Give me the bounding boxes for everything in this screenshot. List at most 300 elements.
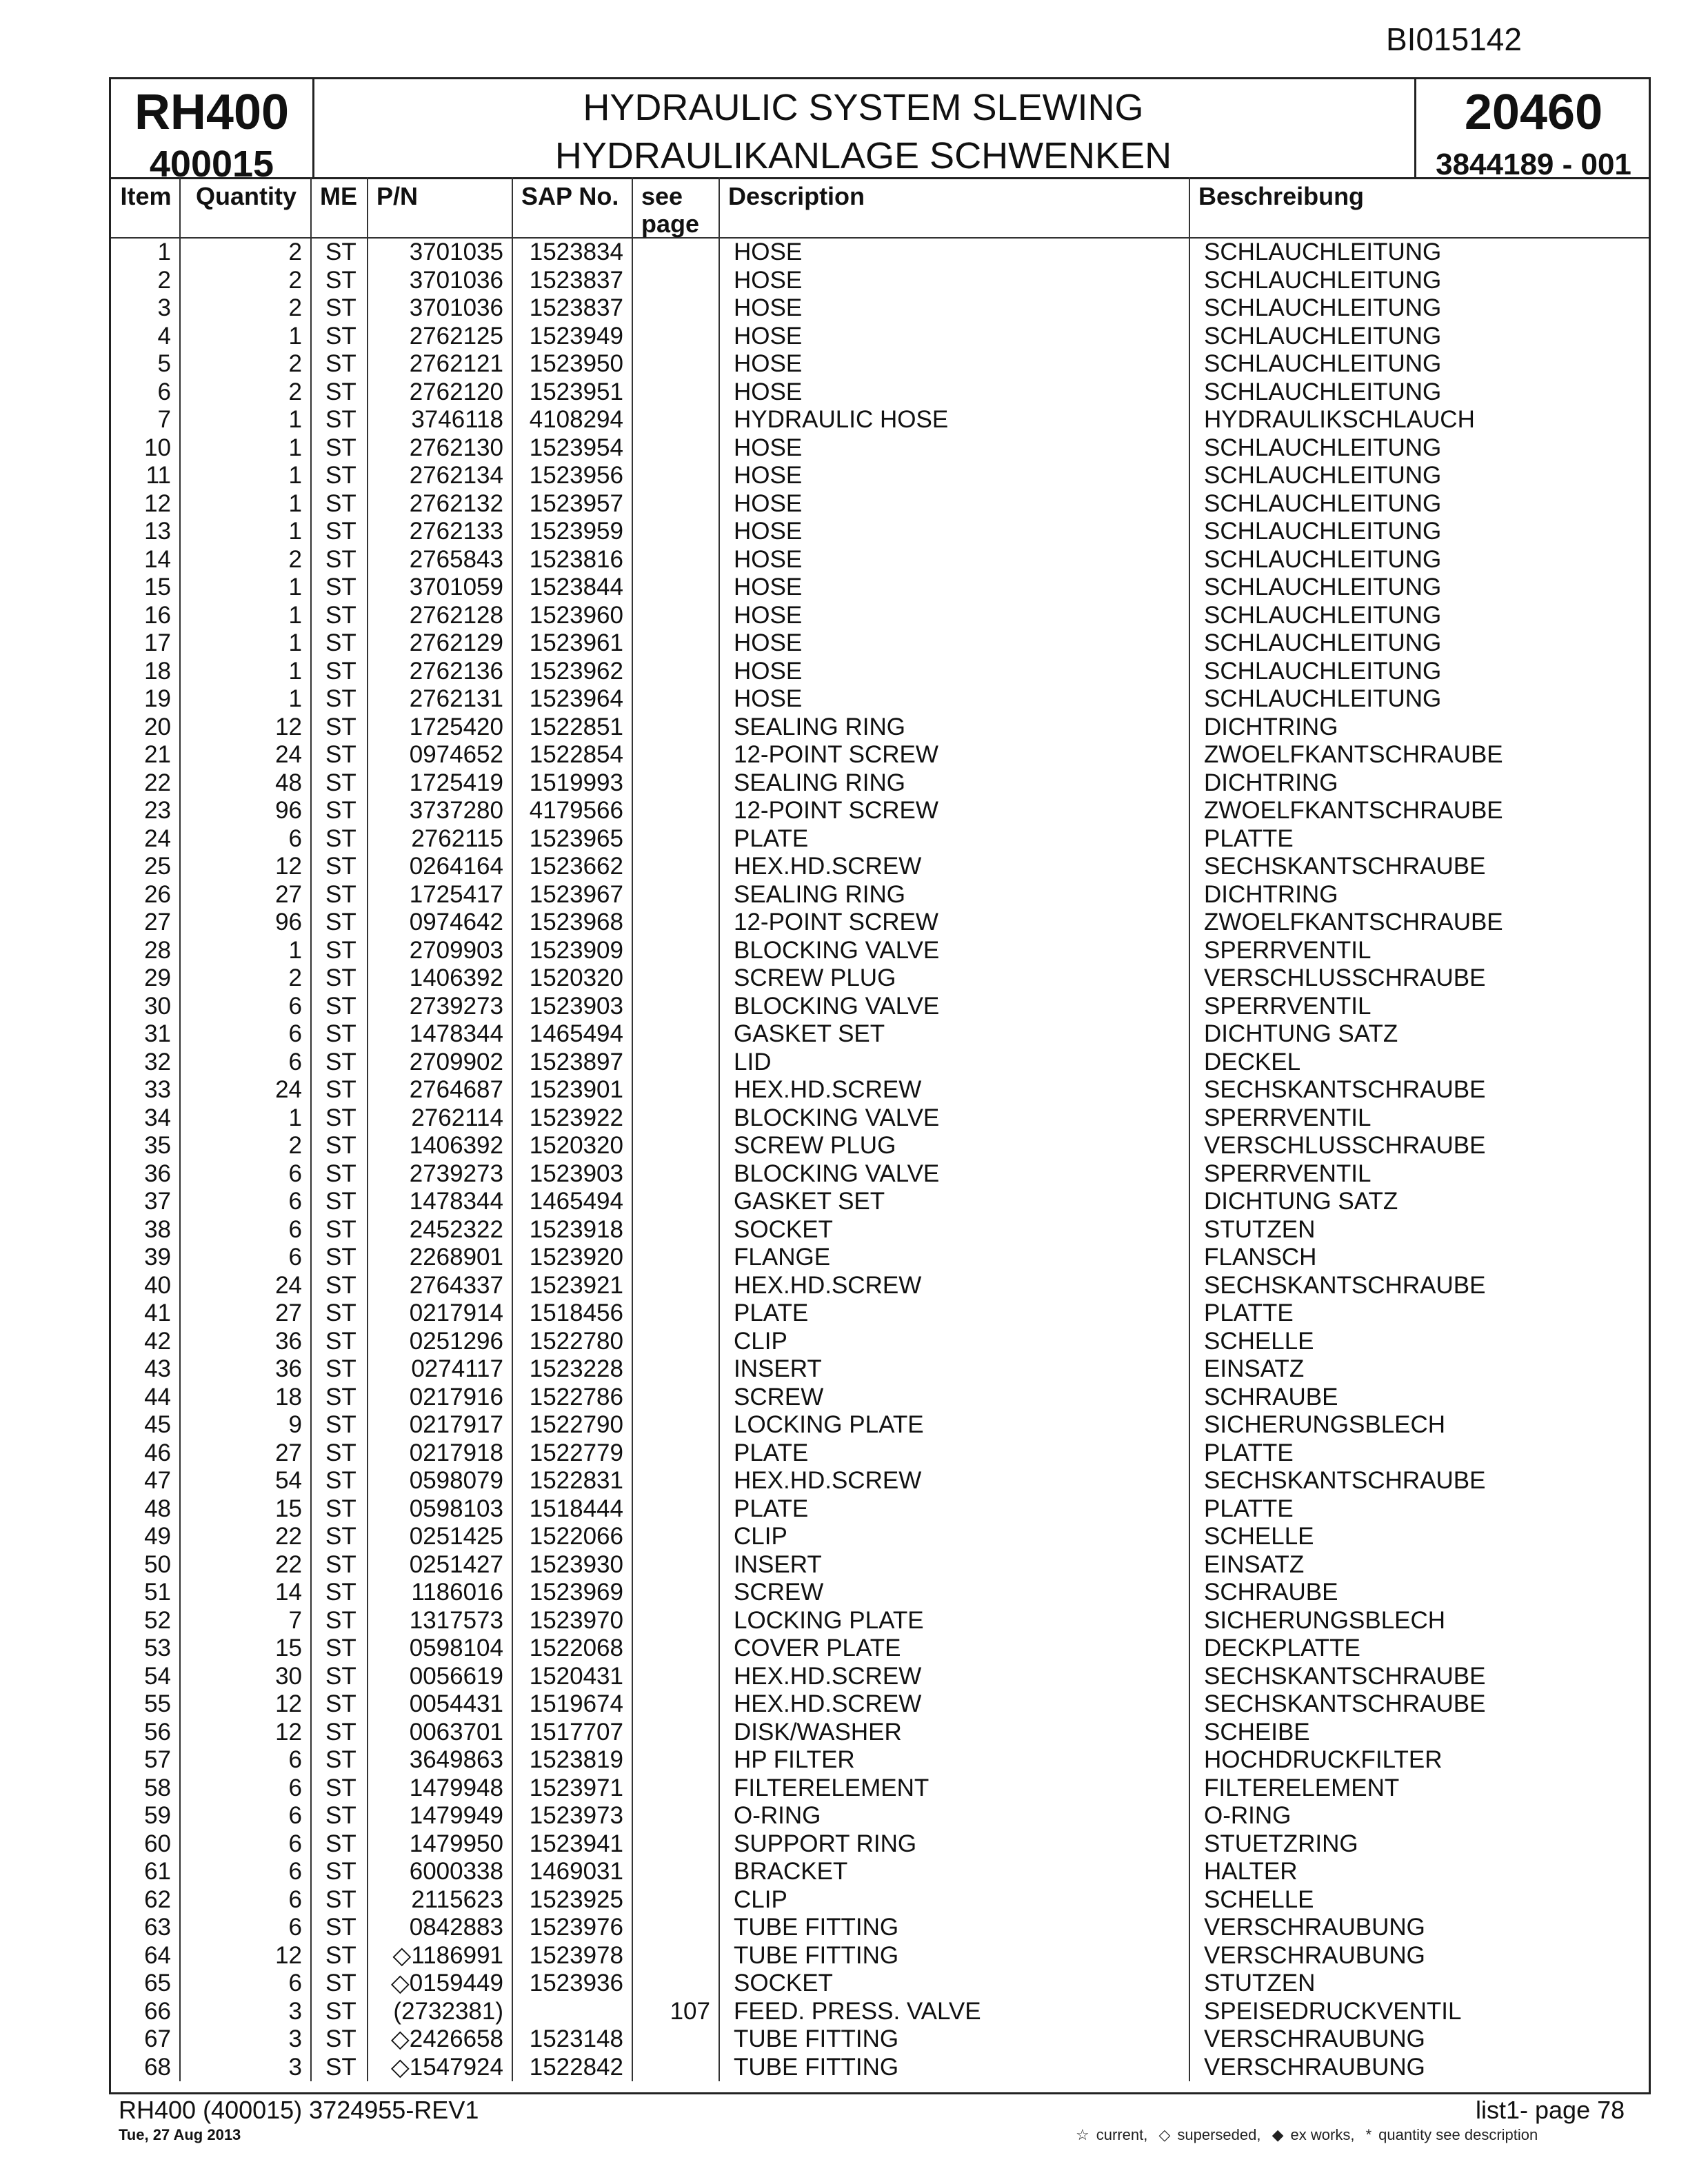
cell-pn: 0598079 <box>368 1467 512 1495</box>
cell-description: HOSE <box>719 685 1189 714</box>
cell-item: 37 <box>111 1188 180 1216</box>
cell-pn: 2764687 <box>368 1076 512 1104</box>
cell-quantity: 7 <box>180 1607 311 1635</box>
cell-me: ST <box>311 1775 368 1803</box>
cell-quantity: 2 <box>180 267 311 295</box>
cell-me: ST <box>311 1942 368 1970</box>
cell-item: 16 <box>111 602 180 630</box>
cell-beschreibung: SCHELLE <box>1204 1523 1314 1550</box>
cell-pn: 3701035 <box>368 238 512 267</box>
cell-beschreibung: SICHERUNGSBLECH <box>1204 1411 1446 1439</box>
col-header-item: Item <box>111 177 180 238</box>
cell-me: ST <box>311 629 368 658</box>
cell-see-page <box>632 881 719 909</box>
cell-see-page <box>632 546 719 574</box>
cell-pn: 1478344 <box>368 1188 512 1216</box>
cell-description: HOSE <box>719 602 1189 630</box>
cell-description: PLATE <box>719 1300 1189 1328</box>
cell-item: 42 <box>111 1328 180 1356</box>
cell-quantity: 24 <box>180 1076 311 1104</box>
cell-sap: 1522842 <box>512 2054 632 2082</box>
cell-pn: 1725420 <box>368 714 512 742</box>
cell-beschreibung: VERSCHRAUBUNG <box>1204 1914 1425 1941</box>
table-row <box>111 1384 1649 1412</box>
cell-pn: 0217914 <box>368 1300 512 1328</box>
cell-description: HEX.HD.SCREW <box>719 1076 1189 1104</box>
cell-me: ST <box>311 323 368 351</box>
cell-pn: 3701036 <box>368 294 512 323</box>
table-row <box>111 378 1649 407</box>
cell-item: 31 <box>111 1020 180 1049</box>
cell-description: HOSE <box>719 546 1189 574</box>
star-icon: ☆ <box>1076 2126 1089 2143</box>
cell-sap: 1523922 <box>512 1104 632 1133</box>
cell-see-page <box>632 1160 719 1189</box>
cell-item: 21 <box>111 741 180 769</box>
cell-description: PLATE <box>719 1495 1189 1524</box>
cell-item: 24 <box>111 825 180 853</box>
cell-pn: 0974642 <box>368 909 512 937</box>
cell-quantity: 12 <box>180 1719 311 1747</box>
table-row <box>111 518 1649 546</box>
cell-beschreibung: VERSCHLUSSCHRAUBE <box>1204 964 1486 992</box>
cell-beschreibung: SPERRVENTIL <box>1204 1104 1372 1131</box>
cell-beschreibung: PLATTE <box>1204 1495 1294 1522</box>
cell-description: HP FILTER <box>719 1746 1189 1775</box>
cell-beschreibung: STUTZEN <box>1204 1970 1316 1997</box>
header-title-box <box>312 79 1414 177</box>
cell-see-page <box>632 1272 719 1300</box>
cell-beschreibung: EINSATZ <box>1204 1550 1305 1578</box>
cell-quantity: 1 <box>180 658 311 686</box>
cell-sap: 1523959 <box>512 518 632 546</box>
cell-me: ST <box>311 741 368 769</box>
cell-pn: 2709902 <box>368 1049 512 1077</box>
cell-description: BLOCKING VALVE <box>719 993 1189 1021</box>
cell-quantity: 1 <box>180 685 311 714</box>
cell-item: 66 <box>111 1998 180 2026</box>
cell-sap: 1523909 <box>512 937 632 965</box>
legend-quantity-label: quantity see description <box>1378 2126 1538 2143</box>
cell-item: 51 <box>111 1579 180 1607</box>
cell-pn: 2762129 <box>368 629 512 658</box>
cell-item: 14 <box>111 546 180 574</box>
cell-pn: 1725417 <box>368 881 512 909</box>
cell-quantity: 36 <box>180 1355 311 1384</box>
cell-sap: 4108294 <box>512 406 632 434</box>
cell-see-page <box>632 937 719 965</box>
cell-see-page <box>632 1914 719 1942</box>
cell-me: ST <box>311 658 368 686</box>
cell-see-page <box>632 1244 719 1272</box>
cell-see-page <box>632 1775 719 1803</box>
cell-description: SCREW PLUG <box>719 1132 1189 1160</box>
cell-description: INSERT <box>719 1355 1189 1384</box>
cell-pn: 2762115 <box>368 825 512 853</box>
cell-me: ST <box>311 909 368 937</box>
table-row <box>111 853 1649 881</box>
cell-beschreibung: DECKPLATTE <box>1204 1635 1360 1662</box>
cell-quantity: 1 <box>180 629 311 658</box>
table-row <box>111 1104 1649 1133</box>
cell-me: ST <box>311 1216 368 1244</box>
cell-sap: 1523897 <box>512 1049 632 1077</box>
cell-see-page <box>632 1495 719 1524</box>
cell-see-page <box>632 1132 719 1160</box>
cell-pn: 0054431 <box>368 1690 512 1719</box>
cell-quantity: 1 <box>180 937 311 965</box>
cell-beschreibung: SPERRVENTIL <box>1204 992 1372 1020</box>
cell-pn: 1479950 <box>368 1830 512 1859</box>
footer-page-number: list1- page 78 <box>1476 2096 1625 2124</box>
table-row <box>111 1160 1649 1189</box>
cell-beschreibung: SCHLAUCHLEITUNG <box>1204 601 1442 629</box>
cell-sap: 1523816 <box>512 546 632 574</box>
cell-me: ST <box>311 1858 368 1886</box>
cell-beschreibung: SCHLAUCHLEITUNG <box>1204 629 1442 657</box>
cell-quantity: 2 <box>180 378 311 407</box>
cell-beschreibung: PLATTE <box>1204 1300 1294 1327</box>
cell-description: HOSE <box>719 378 1189 407</box>
cell-description: SOCKET <box>719 1216 1189 1244</box>
cell-pn: 0056619 <box>368 1663 512 1691</box>
cell-description: HEX.HD.SCREW <box>719 1467 1189 1495</box>
cell-me: ST <box>311 1020 368 1049</box>
cell-item: 3 <box>111 294 180 323</box>
footer-date: Tue, 27 Aug 2013 <box>119 2126 241 2143</box>
cell-see-page <box>632 1719 719 1747</box>
cell-item: 65 <box>111 1970 180 1998</box>
cell-quantity: 3 <box>180 1998 311 2026</box>
cell-quantity: 6 <box>180 825 311 853</box>
table-row <box>111 406 1649 434</box>
cell-beschreibung: FLANSCH <box>1204 1244 1317 1271</box>
table-row <box>111 685 1649 714</box>
cell-me: ST <box>311 294 368 323</box>
cell-sap: 1520320 <box>512 1132 632 1160</box>
cell-sap: 1522851 <box>512 714 632 742</box>
cell-quantity: 22 <box>180 1523 311 1551</box>
cell-beschreibung: DICHTUNG SATZ <box>1204 1188 1398 1215</box>
cell-pn: 1479949 <box>368 1802 512 1830</box>
table-row <box>111 1300 1649 1328</box>
col-header-beschreibung: Beschreibung <box>1189 177 1649 238</box>
cell-quantity: 6 <box>180 1020 311 1049</box>
legend-superseded-label: superseded, <box>1177 2126 1261 2143</box>
cell-description: SCREW <box>719 1384 1189 1412</box>
cell-see-page <box>632 2054 719 2082</box>
cell-quantity: 96 <box>180 909 311 937</box>
cell-pn: 0063701 <box>368 1719 512 1747</box>
diamond-outline-icon: ◇ <box>1158 2126 1171 2143</box>
table-row <box>111 267 1649 295</box>
cell-sap: 1522780 <box>512 1328 632 1356</box>
cell-me: ST <box>311 518 368 546</box>
cell-sap: 1523950 <box>512 350 632 378</box>
cell-beschreibung: DICHTRING <box>1204 713 1338 740</box>
cell-quantity: 6 <box>180 1858 311 1886</box>
cell-me: ST <box>311 797 368 825</box>
cell-description: HOSE <box>719 462 1189 490</box>
table-row <box>111 1970 1649 1998</box>
cell-beschreibung: PLATTE <box>1204 1439 1294 1466</box>
cell-pn: 1478344 <box>368 1020 512 1049</box>
cell-sap: 1523936 <box>512 1970 632 1998</box>
cell-pn: 2764337 <box>368 1272 512 1300</box>
cell-see-page <box>632 741 719 769</box>
cell-quantity: 96 <box>180 797 311 825</box>
cell-beschreibung: HOCHDRUCKFILTER <box>1204 1746 1443 1774</box>
table-row <box>111 1355 1649 1384</box>
table-header-row <box>111 177 1649 238</box>
cell-quantity: 48 <box>180 769 311 798</box>
cell-pn: 2762134 <box>368 462 512 490</box>
cell-sap: 1523970 <box>512 1607 632 1635</box>
cell-beschreibung: SCHLAUCHLEITUNG <box>1204 545 1442 573</box>
cell-sap: 1523921 <box>512 1272 632 1300</box>
cell-item: 23 <box>111 797 180 825</box>
cell-description: BLOCKING VALVE <box>719 937 1189 965</box>
cell-item: 60 <box>111 1830 180 1859</box>
table-row <box>111 658 1649 686</box>
cell-item: 39 <box>111 1244 180 1272</box>
cell-pn: 0274117 <box>368 1355 512 1384</box>
table-row <box>111 434 1649 463</box>
cell-quantity: 6 <box>180 1914 311 1942</box>
cell-see-page <box>632 323 719 351</box>
table-row <box>111 546 1649 574</box>
cell-quantity: 6 <box>180 1188 311 1216</box>
cell-item: 59 <box>111 1802 180 1830</box>
cell-quantity: 22 <box>180 1551 311 1579</box>
cell-sap: 1523925 <box>512 1886 632 1914</box>
cell-me: ST <box>311 1579 368 1607</box>
cell-sap: 1523954 <box>512 434 632 463</box>
cell-item: 40 <box>111 1272 180 1300</box>
cell-see-page <box>632 797 719 825</box>
cell-item: 10 <box>111 434 180 463</box>
cell-quantity: 12 <box>180 1942 311 1970</box>
cell-description: HEX.HD.SCREW <box>719 853 1189 881</box>
cell-item: 36 <box>111 1160 180 1189</box>
cell-description: SEALING RING <box>719 714 1189 742</box>
cell-item: 50 <box>111 1551 180 1579</box>
cell-quantity: 9 <box>180 1411 311 1439</box>
cell-item: 46 <box>111 1439 180 1468</box>
cell-beschreibung: SICHERUNGSBLECH <box>1204 1606 1446 1634</box>
cell-quantity: 12 <box>180 1690 311 1719</box>
cell-me: ST <box>311 267 368 295</box>
cell-quantity: 6 <box>180 1775 311 1803</box>
cell-beschreibung: SCHLAUCHLEITUNG <box>1204 434 1442 461</box>
cell-see-page <box>632 267 719 295</box>
cell-description: SCREW PLUG <box>719 964 1189 993</box>
cell-quantity: 27 <box>180 1439 311 1468</box>
cell-sap: 1519674 <box>512 1690 632 1719</box>
cell-me: ST <box>311 1411 368 1439</box>
cell-beschreibung: VERSCHRAUBUNG <box>1204 2025 1425 2053</box>
cell-item: 17 <box>111 629 180 658</box>
cell-quantity: 12 <box>180 714 311 742</box>
cell-see-page <box>632 1216 719 1244</box>
cell-me: ST <box>311 1104 368 1133</box>
cell-item: 35 <box>111 1132 180 1160</box>
cell-quantity: 24 <box>180 741 311 769</box>
cell-description: TUBE FITTING <box>719 1914 1189 1942</box>
cell-item: 2 <box>111 267 180 295</box>
cell-pn: 2268901 <box>368 1244 512 1272</box>
cell-see-page <box>632 1690 719 1719</box>
cell-me: ST <box>311 853 368 881</box>
table-row <box>111 1579 1649 1607</box>
cell-beschreibung: ZWOELFKANTSCHRAUBE <box>1204 741 1503 769</box>
cell-pn: ◇1547924 <box>368 2054 512 2082</box>
cell-pn: 1406392 <box>368 1132 512 1160</box>
cell-item: 63 <box>111 1914 180 1942</box>
cell-item: 19 <box>111 685 180 714</box>
cell-quantity: 15 <box>180 1495 311 1524</box>
cell-description: TUBE FITTING <box>719 2054 1189 2082</box>
cell-see-page <box>632 1384 719 1412</box>
cell-sap: 1522779 <box>512 1439 632 1468</box>
cell-beschreibung: STUETZRING <box>1204 1830 1358 1857</box>
cell-see-page <box>632 462 719 490</box>
cell-item: 26 <box>111 881 180 909</box>
cell-me: ST <box>311 1244 368 1272</box>
cell-description: GASKET SET <box>719 1188 1189 1216</box>
cell-see-page <box>632 378 719 407</box>
table-row <box>111 238 1649 267</box>
cell-sap: 1523956 <box>512 462 632 490</box>
cell-description: HOSE <box>719 574 1189 602</box>
cell-sap: 1465494 <box>512 1188 632 1216</box>
table-row <box>111 2054 1649 2082</box>
cell-sap: 1523662 <box>512 853 632 881</box>
table-row <box>111 323 1649 351</box>
cell-see-page <box>632 1104 719 1133</box>
cell-quantity: 1 <box>180 406 311 434</box>
table-body <box>111 238 1649 2081</box>
cell-quantity: 1 <box>180 1104 311 1133</box>
col-header-pn: P/N <box>368 177 512 238</box>
cell-see-page <box>632 1188 719 1216</box>
cell-pn: 2762136 <box>368 658 512 686</box>
cell-sap: 1469031 <box>512 1858 632 1886</box>
cell-item: 45 <box>111 1411 180 1439</box>
cell-see-page <box>632 1830 719 1859</box>
table-row <box>111 2025 1649 2054</box>
cell-sap: 1523844 <box>512 574 632 602</box>
cell-see-page <box>632 1858 719 1886</box>
symbol-legend <box>1076 2126 1545 2144</box>
cell-see-page <box>632 2025 719 2054</box>
cell-beschreibung: SCHLAUCHLEITUNG <box>1204 489 1442 517</box>
cell-description: HOSE <box>719 658 1189 686</box>
cell-item: 30 <box>111 993 180 1021</box>
cell-me: ST <box>311 1300 368 1328</box>
cell-beschreibung: VERSCHRAUBUNG <box>1204 2053 1425 2081</box>
table-row <box>111 1328 1649 1356</box>
cell-see-page <box>632 993 719 1021</box>
cell-see-page <box>632 238 719 267</box>
cell-quantity: 6 <box>180 1160 311 1189</box>
cell-sap: 1523901 <box>512 1076 632 1104</box>
cell-item: 68 <box>111 2054 180 2082</box>
cell-me: ST <box>311 1384 368 1412</box>
cell-me: ST <box>311 462 368 490</box>
cell-see-page <box>632 1076 719 1104</box>
table-row <box>111 1607 1649 1635</box>
cell-quantity: 2 <box>180 546 311 574</box>
cell-me: ST <box>311 1802 368 1830</box>
cell-pn: 1406392 <box>368 964 512 993</box>
cell-me: ST <box>311 1076 368 1104</box>
table-row <box>111 1049 1649 1077</box>
cell-pn: 2762130 <box>368 434 512 463</box>
cell-sap: 1518456 <box>512 1300 632 1328</box>
parts-list-frame <box>109 77 1651 2094</box>
cell-item: 34 <box>111 1104 180 1133</box>
cell-me: ST <box>311 1635 368 1663</box>
cell-see-page <box>632 1942 719 1970</box>
cell-description: GASKET SET <box>719 1020 1189 1049</box>
cell-pn: 0264164 <box>368 853 512 881</box>
table-row <box>111 1439 1649 1468</box>
cell-me: ST <box>311 1663 368 1691</box>
cell-description: BLOCKING VALVE <box>719 1104 1189 1133</box>
cell-description: HOSE <box>719 238 1189 267</box>
cell-quantity: 6 <box>180 1802 311 1830</box>
cell-me: ST <box>311 881 368 909</box>
cell-quantity: 6 <box>180 993 311 1021</box>
cell-beschreibung: SCHLAUCHLEITUNG <box>1204 518 1442 545</box>
cell-me: ST <box>311 1049 368 1077</box>
cell-description: INSERT <box>719 1551 1189 1579</box>
table-row <box>111 1495 1649 1524</box>
table-row <box>111 993 1649 1021</box>
cell-sap: 1523837 <box>512 294 632 323</box>
cell-sap: 1523834 <box>512 238 632 267</box>
cell-sap: 1523228 <box>512 1355 632 1384</box>
cell-see-page <box>632 350 719 378</box>
cell-description: FEED. PRESS. VALVE <box>719 1998 1189 2026</box>
cell-me: ST <box>311 1467 368 1495</box>
cell-item: 5 <box>111 350 180 378</box>
table-row <box>111 350 1649 378</box>
cell-sap: 1523968 <box>512 909 632 937</box>
cell-description: HOSE <box>719 434 1189 463</box>
cell-description: COVER PLATE <box>719 1635 1189 1663</box>
cell-item: 1 <box>111 238 180 267</box>
cell-description: HOSE <box>719 629 1189 658</box>
cell-beschreibung: ZWOELFKANTSCHRAUBE <box>1204 909 1503 936</box>
cell-see-page <box>632 1970 719 1998</box>
cell-beschreibung: SPERRVENTIL <box>1204 936 1372 964</box>
cell-description: FLANGE <box>719 1244 1189 1272</box>
cell-pn: 1317573 <box>368 1607 512 1635</box>
cell-pn: 2709903 <box>368 937 512 965</box>
model-number: 400015 <box>149 143 274 185</box>
cell-see-page <box>632 1049 719 1077</box>
cell-item: 32 <box>111 1049 180 1077</box>
table-row <box>111 1411 1649 1439</box>
cell-beschreibung: SCHELLE <box>1204 1327 1314 1355</box>
cell-me: ST <box>311 1746 368 1775</box>
cell-pn: 2762121 <box>368 350 512 378</box>
table-row <box>111 1998 1649 2026</box>
table-row <box>111 1551 1649 1579</box>
table-row <box>111 629 1649 658</box>
